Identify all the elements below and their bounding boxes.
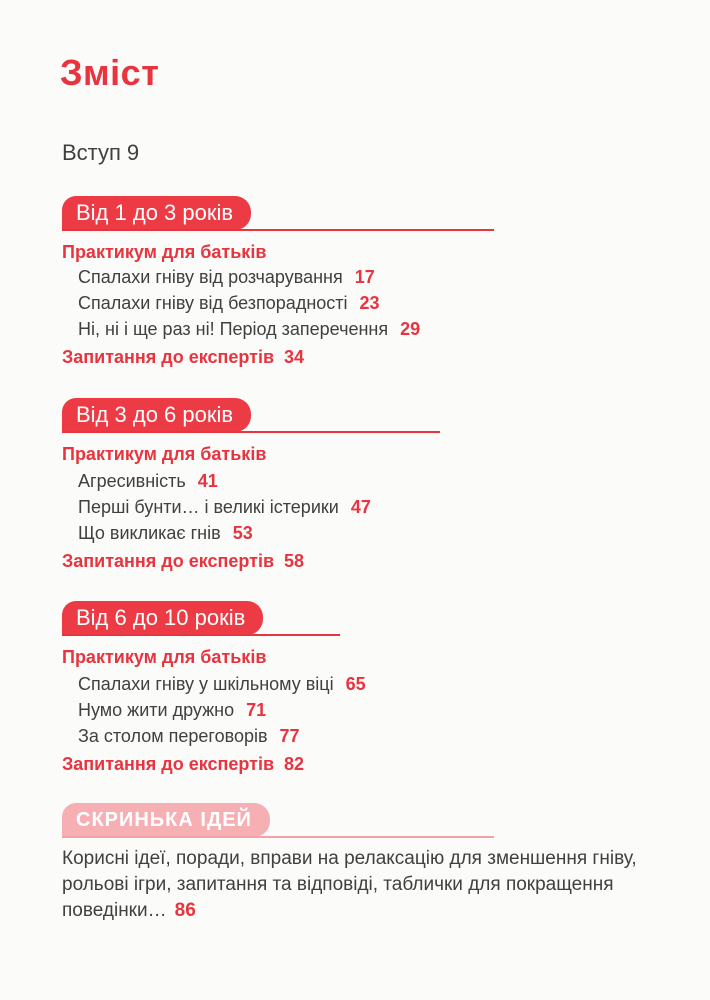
page-number: 86 [174, 900, 196, 921]
toc-entry-intro[interactable] [62, 140, 139, 166]
toc-entry-ideas[interactable] [62, 846, 662, 924]
workshop-heading: Практикум для батьків [62, 242, 267, 262]
page-number: 53 [232, 523, 253, 543]
toc-entry[interactable]: Спалахи гніву у шкільному віці 65 [78, 674, 366, 694]
toc-entry[interactable]: Спалахи гніву від розчарування 17 [78, 267, 375, 287]
page-number: 41 [197, 471, 218, 491]
page-title: Зміст [60, 52, 160, 93]
ideas-box-tag: СКРИНЬКА ІДЕЙ [62, 803, 270, 837]
section-divider [62, 431, 440, 433]
workshop-heading: Практикум для батьків [62, 647, 267, 667]
toc-entry-questions[interactable]: Запитання до експертів 82 [62, 754, 305, 774]
page-number: 17 [354, 267, 375, 287]
toc-entry[interactable]: Ні, ні і ще раз ні! Період заперечення 29 [78, 319, 421, 339]
page-number: 58 [284, 551, 305, 571]
intro-label: Вступ [62, 140, 121, 165]
page-number: 34 [284, 347, 305, 367]
toc-entry[interactable]: Нумо жити дружно 71 [78, 700, 267, 720]
toc-entry-questions[interactable]: Запитання до експертів 58 [62, 551, 305, 571]
section-age-1-3 [0, 196, 710, 367]
ideas-box-divider [62, 836, 494, 838]
toc-entry[interactable]: Агресивність 41 [78, 471, 218, 491]
section-age-6-10 [0, 601, 710, 774]
page-number: 23 [359, 293, 380, 313]
page-number: 77 [279, 726, 300, 746]
toc-entry[interactable]: Спалахи гніву від безпорадності 23 [78, 293, 380, 313]
page-number: 82 [284, 754, 305, 774]
page-number: 29 [400, 319, 421, 339]
toc-entry-questions[interactable]: Запитання до експертів 34 [62, 347, 305, 367]
section-divider [62, 229, 494, 231]
workshop-heading: Практикум для батьків [62, 444, 267, 464]
intro-page: 9 [126, 140, 140, 165]
toc-entry[interactable]: Що викликає гнів 53 [78, 523, 253, 543]
section-tag: Від 1 до 3 років [62, 196, 251, 230]
section-divider [62, 634, 340, 636]
page-number: 65 [345, 674, 366, 694]
section-tag: Від 6 до 10 років [62, 601, 263, 635]
toc-entry[interactable]: За столом переговорів 77 [78, 726, 300, 746]
ideas-description: Корисні ідеї, поради, вправи на релаксацію для зменшення гніву, рольові ігри, запитання та відповіді, таблички для покращення поведінки… [62, 848, 637, 921]
section-tag: Від 3 до 6 років [62, 398, 251, 432]
page-number: 47 [350, 497, 371, 517]
toc-entry[interactable]: Перші бунти… і великі істерики 47 [78, 497, 371, 517]
section-age-3-6 [0, 398, 710, 571]
page-number: 71 [246, 700, 267, 720]
